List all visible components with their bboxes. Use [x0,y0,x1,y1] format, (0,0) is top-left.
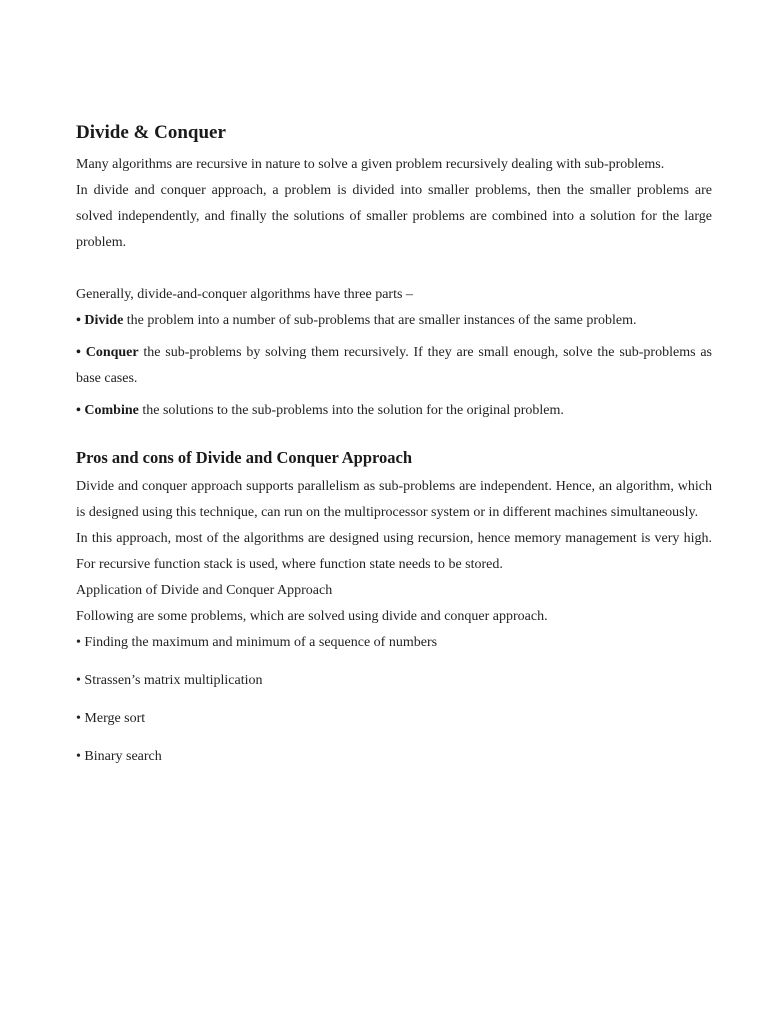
document-page [76,120,712,770]
intro-paragraph-1: Many algorithms are recursive in nature to solve a given problem recursively dealing with sub-problems. [76,157,665,172]
pros-cons-paragraph-2: In this approach, most of the algorithms are designed using recursion, hence memory management is very high. For recursive function stack is used, where function state needs to be stored. [76,531,712,572]
part-text-combine: the solutions to the sub-problems into the solution for the original problem. [138,403,564,418]
spacer [76,424,712,446]
part-text-conquer: the sub-problems by solving them recursively. If they are small enough, solve the sub-problems as base cases. [76,345,712,386]
application-item: • Strassen’s matrix multiplication [76,673,263,688]
application-item: • Binary search [76,749,162,764]
part-term-combine: • Combine [76,403,139,418]
part-term-divide: • Divide [76,313,124,328]
part-text-divide: the problem into a number of sub-problems that are smaller instances of the same problem. [123,313,637,328]
spacer [76,256,712,282]
applications-lead: Following are some problems, which are solved using divide and conquer approach. [76,609,548,624]
part-item-conquer [76,340,712,392]
part-term-conquer: • Conquer [76,345,139,360]
page-title: Divide & Conquer [76,122,226,143]
spacer [76,732,712,744]
spacer [76,694,712,706]
pros-cons-paragraph-1: Divide and conquer approach supports parallelism as sub-problems are independent. Hence, an algorithm, which is designed using this technique, can run on the multiprocessor system or in different machines simultaneously. [76,479,712,520]
application-item: • Finding the maximum and minimum of a sequence of numbers [76,635,438,650]
application-item: • Merge sort [76,711,146,726]
part-item-combine [76,398,712,424]
intro-paragraph-2: In divide and conquer approach, a problem is divided into smaller problems, then the smaller problems are solved independently, and finally the solutions of smaller problems are combined into a solution for the large problem. [76,183,712,250]
part-item-divide [76,308,712,334]
section-heading-pros-cons: Pros and cons of Divide and Conquer Approach [76,448,413,467]
spacer [76,656,712,668]
applications-heading: Application of Divide and Conquer Approach [76,583,333,598]
parts-lead: Generally, divide-and-conquer algorithms have three parts – [76,287,413,302]
